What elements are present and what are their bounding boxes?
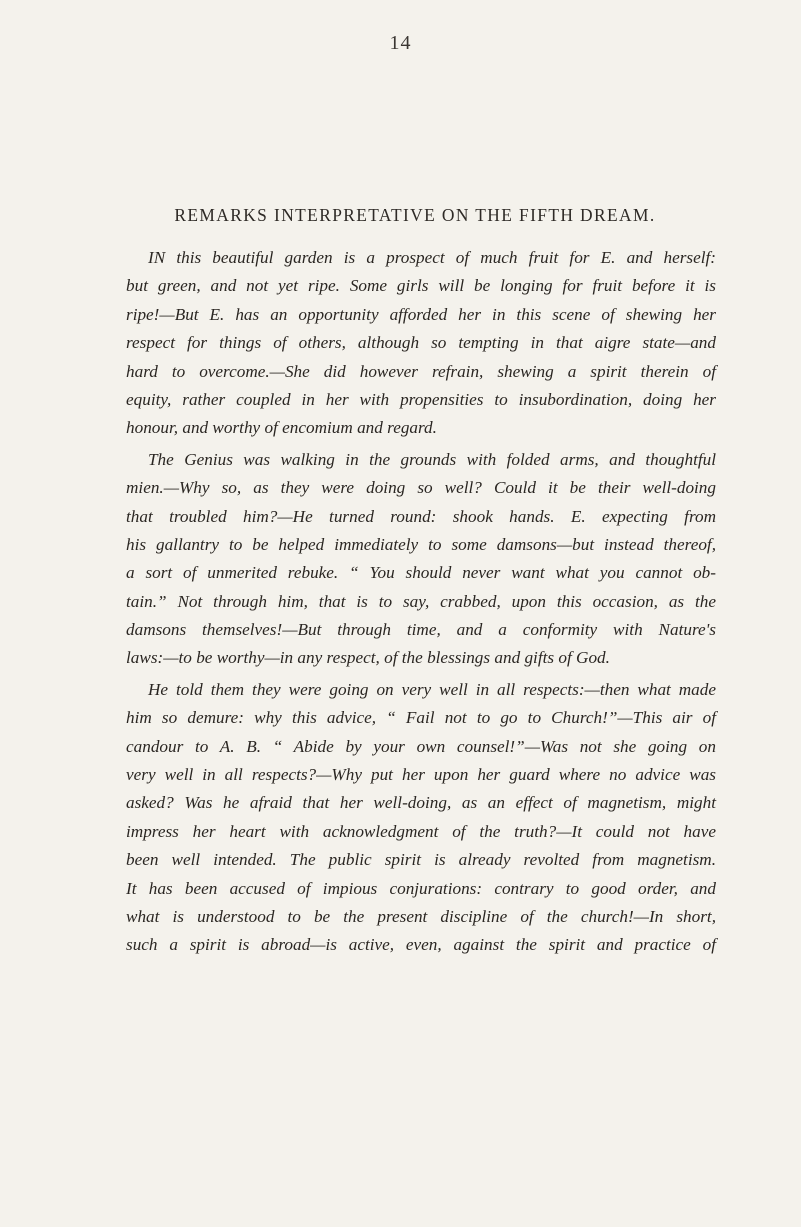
- paragraph: [126, 446, 716, 673]
- text-line: him so demure: why this advice, “ Fail not to go to Church!”—This air of: [126, 708, 716, 728]
- text-line: very well in all respects?—Why put her upon her guard where no advice was: [126, 765, 716, 785]
- text-line: impress her heart with acknowledgment of the truth?—It could not have: [126, 821, 716, 841]
- text-line: his gallantry to be helped immediately to some damsons—but instead thereof,: [126, 534, 716, 554]
- text-line: He told them they were going on very well in all respects:—then what made: [148, 679, 716, 699]
- text-line: such a spirit is abroad—is active, even, against the spirit and practice of: [126, 935, 716, 955]
- text-line: candour to A. B. “ Abide by your own counsel!”—Was not she going on: [126, 736, 716, 756]
- text-line: damsons themselves!—But through time, and a conformity with Nature's: [126, 620, 716, 640]
- text-line: asked? Was he afraid that her well-doing, as an effect of magnetism, might: [126, 793, 716, 813]
- text-line: respect for things of others, although so tempting in that aigre state—and: [126, 333, 716, 353]
- text-line: but green, and not yet ripe. Some girls will be longing for fruit before it is: [126, 276, 716, 296]
- page-number: 14: [389, 32, 412, 54]
- text-line: equity, rather coupled in her with propensities to insubordination, doing her: [126, 389, 716, 409]
- text-line: hard to overcome.—She did however refrain, shewing a spirit therein of: [126, 361, 716, 381]
- section-heading: REMARKS INTERPRETATIVE ON THE FIFTH DREAM.: [174, 205, 656, 225]
- text-line: been well intended. The public spirit is already revolted from magnetism.: [126, 850, 716, 870]
- text-line: mien.—Why so, as they were doing so well? Could it be their well-doing: [126, 478, 716, 498]
- text-line: It has been accused of impious conjurations: contrary to good order, and: [126, 878, 716, 898]
- text-line: IN this beautiful garden is a prospect of much fruit for E. and herself:: [148, 248, 716, 267]
- paragraph: [126, 676, 716, 960]
- text-line: tain.” Not through him, that is to say, crabbed, upon this occasion, as the: [126, 591, 716, 611]
- text-line: laws:—to be worthy—in any respect, of the blessings and gifts of God.: [126, 648, 610, 668]
- text-line: a sort of unmerited rebuke. “ You should never want what you cannot ob-: [126, 563, 716, 583]
- text-line: what is understood to be the present discipline of the church!—In short,: [126, 906, 716, 926]
- text-line: that troubled him?—He turned round: shook hands. E. expecting from: [126, 506, 716, 526]
- text-line: ripe!—But E. has an opportunity afforded her in this scene of shewing her: [126, 304, 716, 324]
- text-line: honour, and worthy of encomium and regard.: [126, 418, 437, 438]
- text-line: The Genius was walking in the grounds with folded arms, and thoughtful: [148, 449, 716, 469]
- body-text: [126, 244, 716, 960]
- paragraph: [126, 244, 716, 443]
